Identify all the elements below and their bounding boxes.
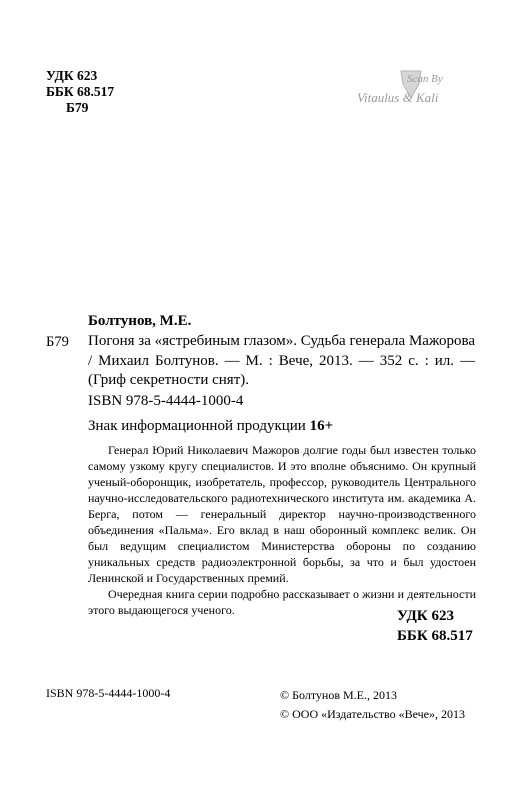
watermark-emblem bbox=[355, 68, 470, 113]
info-sign-age: 16+ bbox=[309, 418, 334, 434]
annotation bbox=[88, 442, 476, 618]
annotation-paragraph-2: Очередная книга серии подробно рассказывает о жизни и деятельности этого выдающегося ученого. bbox=[88, 587, 476, 617]
watermark-line2: Vitaulus & Kali bbox=[357, 90, 439, 105]
copyright-author: © Болтунов М.Е., 2013 bbox=[280, 688, 398, 702]
top-classification bbox=[46, 68, 114, 116]
info-product-sign bbox=[88, 418, 333, 435]
bbk-code: ББК 68.517 bbox=[46, 84, 115, 99]
copyright-publisher: © ООО «Издательство «Вече», 2013 bbox=[280, 707, 466, 721]
watermark-line1: Scan By bbox=[407, 73, 443, 85]
bbk-code-bottom: ББК 68.517 bbox=[397, 628, 473, 644]
udk-code-bottom: УДК 623 bbox=[397, 608, 454, 624]
udk-code: УДК 623 bbox=[46, 68, 98, 83]
info-sign-label: Знак информационной продукции bbox=[88, 418, 306, 434]
bibliographic-description: Погоня за «ястребиным глазом». Судьба генерала Мажорова / Михаил Болтунов. — М. : Вече, 2013. — 352 с. : ил. — (Гриф секретности снят). bbox=[88, 333, 475, 388]
copyright-block bbox=[280, 686, 465, 724]
bottom-classification bbox=[397, 606, 473, 646]
scan-watermark bbox=[355, 68, 470, 113]
bib-author-mark: Б79 bbox=[46, 334, 69, 350]
isbn-footer: ISBN 978-5-4444-1000-4 bbox=[46, 686, 171, 700]
annotation-paragraph-1: Генерал Юрий Николаевич Мажоров долгие годы был известен только самому узкому кругу специалистов. И это вполне объяснимо. Он крупный ученый-оборонщик, изобретатель, профессор, руководитель Центрального научно-исследовательского радиотехнического института им. академика А. Берга, потом — генеральный директор научно-производственного объединения «Пальма». Его вклад в наш оборонный комплекс велик. Он был ведущим специалистом Министерства обороны по созданию уникальных средств радиоэлектронной борьбы, за что и был удостоен Ленинской и Государственных премий. bbox=[88, 443, 476, 585]
author-mark-code: Б79 bbox=[66, 100, 89, 115]
author-heading: Болтунов, М.Е. bbox=[88, 313, 192, 329]
isbn-main: ISBN 978-5-4444-1000-4 bbox=[88, 393, 244, 409]
